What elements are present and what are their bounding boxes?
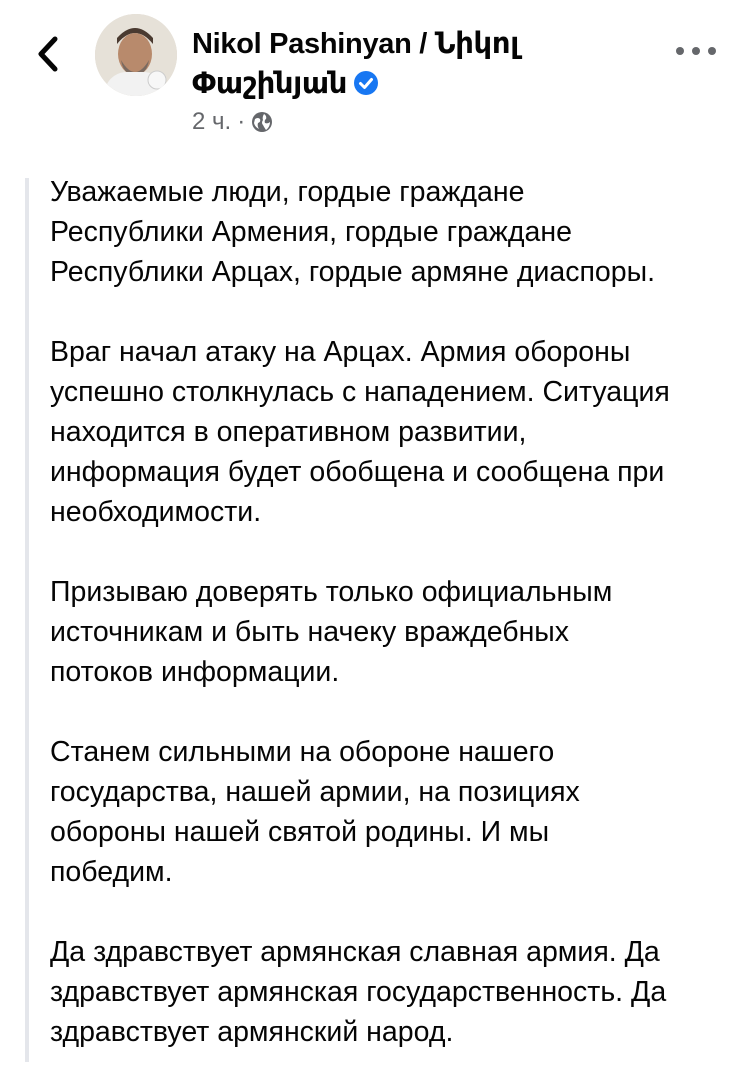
post-paragraph: Призываю доверять только официальным источникам и быть начеку враждебных потоков информации. bbox=[50, 576, 613, 688]
post-paragraph: Уважаемые люди, гордые граждане Республики Армения, гордые граждане Республики Арцах, гордые армяне диаспоры. bbox=[50, 176, 655, 288]
chevron-left-icon bbox=[35, 34, 61, 74]
more-dots-icon bbox=[708, 47, 716, 55]
verified-badge-icon bbox=[353, 70, 379, 96]
globe-icon[interactable] bbox=[251, 111, 273, 133]
quote-bar bbox=[25, 178, 29, 1062]
more-dots-icon bbox=[676, 47, 684, 55]
post-meta bbox=[192, 108, 273, 136]
more-dots-icon bbox=[692, 47, 700, 55]
post-header bbox=[0, 0, 750, 160]
more-options-button[interactable] bbox=[676, 36, 716, 66]
back-button[interactable] bbox=[28, 32, 68, 76]
avatar[interactable] bbox=[95, 14, 177, 96]
post-paragraph: Да здравствует армянская славная армия. Да здравствует армянская государственность. Да здравствует армянский народ. bbox=[50, 936, 667, 1048]
post-timestamp[interactable]: 2 ч. bbox=[192, 108, 232, 135]
post-body bbox=[50, 172, 730, 1092]
profile-photo bbox=[95, 14, 177, 96]
author-name-text: Nikol Pashinyan / Նիկոլ Փաշինյան bbox=[192, 28, 519, 100]
post-paragraph: Станем сильными на обороне нашего государства, нашей армии, на позициях обороны нашей святой родины. И мы победим. bbox=[50, 736, 580, 888]
author-name[interactable] bbox=[192, 24, 632, 104]
post-paragraph: Враг начал атаку на Арцах. Армия обороны успешно столкнулась с нападением. Ситуация находится в оперативном развитии, информация будет обобщена и сообщена при необходимости. bbox=[50, 336, 670, 528]
meta-separator: · bbox=[237, 108, 246, 135]
